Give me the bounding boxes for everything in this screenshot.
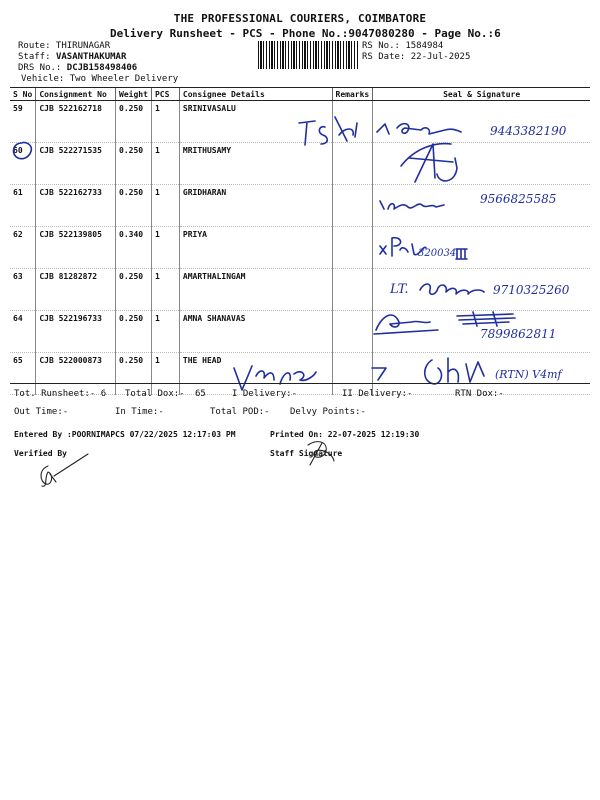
cell-weight: 0.250: [116, 269, 152, 311]
row62-code: 320034: [418, 248, 457, 259]
cell-sno: 63: [10, 269, 36, 311]
row65-rtn-note: (RTN) V4mf: [495, 368, 562, 381]
row60-circle-mark: [10, 141, 34, 161]
drs-label: DRS No.:: [18, 63, 67, 73]
cell-consignee: AMNA SHANAVAS: [179, 311, 332, 353]
drs-number: DCJB158498406: [66, 63, 138, 73]
row62-tail-mark: [455, 247, 471, 261]
verified-by-label: Verified By: [14, 449, 67, 458]
rs-date: RS Date: 22-Jul-2025: [362, 52, 471, 62]
cell-pcs: 1: [151, 185, 179, 227]
rs-number: RS No.: 1584984: [362, 41, 444, 51]
total-dox-value: 65: [195, 389, 206, 399]
cell-weight: 0.250: [116, 185, 152, 227]
cell-sno: 64: [10, 311, 36, 353]
cell-consignee: AMARTHALINGAM: [179, 269, 332, 311]
staff-label: Staff:: [18, 52, 56, 62]
ii-delivery: II Delivery:-: [342, 389, 413, 399]
cell-sno: 59: [10, 101, 36, 143]
cell-pcs: 1: [151, 143, 179, 185]
cell-consignment: CJB 522162718: [36, 101, 116, 143]
cell-pcs: 1: [151, 269, 179, 311]
vehicle-text: Vehicle: Two Wheeler Delivery: [21, 74, 179, 84]
cell-consignment: CJB 81282872: [36, 269, 116, 311]
staff-signature-label: Staff Signature: [270, 449, 343, 458]
cell-remarks: [332, 311, 373, 353]
row64-phone: 7899862811: [480, 327, 557, 341]
col-consignee: Consignee Details: [179, 88, 332, 101]
cell-pcs: 1: [151, 353, 179, 395]
cell-weight: 0.250: [116, 353, 152, 395]
cell-sno: 61: [10, 185, 36, 227]
table-row: [10, 227, 590, 269]
cell-remarks: [332, 269, 373, 311]
cell-consignee: SRINIVASALU: [179, 101, 332, 143]
col-remarks: Remarks: [332, 88, 373, 101]
row61-signature: [378, 195, 448, 217]
staff-signature-mark: [302, 437, 342, 471]
row65-signature: [420, 352, 490, 392]
row61-phone: 9566825585: [480, 192, 557, 206]
cell-remarks: [332, 185, 373, 227]
col-consignment: Consignment No: [36, 88, 116, 101]
row63-phone: 9710325260: [493, 283, 570, 297]
cell-consignee: THE HEAD: [179, 353, 332, 395]
cell-consignment: CJB 522196733: [36, 311, 116, 353]
cell-sno: 62: [10, 227, 36, 269]
staff-name: VASANTHAKUMAR: [55, 52, 127, 62]
col-weight: Weight: [116, 88, 152, 101]
cell-consignment: CJB 522271535: [36, 143, 116, 185]
footer-top-rule: [10, 383, 590, 384]
cell-pcs: 1: [151, 311, 179, 353]
cell-weight: 0.340: [116, 227, 152, 269]
barcode-image: [258, 41, 358, 69]
entered-by: Entered By :POORNIMAPCS 07/22/2025 12:17:03 PM: [14, 430, 236, 439]
total-dox-label: Total Dox:-: [125, 389, 185, 399]
row63-signature: [418, 278, 488, 300]
out-time: Out Time:-: [14, 407, 69, 417]
runsheet-subtitle: Delivery Runsheet - PCS - Phone No.:9047080280 - Page No.:6: [110, 27, 501, 40]
row63-name: LT.: [390, 282, 409, 297]
cell-consignee: PRIYA: [179, 227, 332, 269]
tot-runsheet: Tot. Runsheet:- 6: [14, 389, 107, 399]
cell-consignee: MRITHUSAMY: [179, 143, 332, 185]
row59-phone: 9443382190: [490, 124, 567, 138]
cell-remarks: [332, 227, 373, 269]
cell-weight: 0.250: [116, 143, 152, 185]
cell-consignment: CJB 522162733: [36, 185, 116, 227]
i-delivery: I Delivery:-: [232, 389, 298, 399]
total-pod: Total POD:-: [210, 407, 270, 417]
row64-strike-mark: [453, 308, 523, 328]
initials-ts-signature: [295, 113, 365, 149]
cell-consignee: GRIDHARAN: [179, 185, 332, 227]
col-pcs: PCS: [151, 88, 179, 101]
cell-weight: 0.250: [116, 101, 152, 143]
cell-sno: 65: [10, 353, 36, 395]
rtn-dox: RTN Dox:-: [455, 389, 504, 399]
company-title: THE PROFESSIONAL COURIERS, COIMBATORE: [173, 12, 427, 25]
cell-pcs: 1: [151, 101, 179, 143]
row64-signature: [372, 306, 442, 336]
staff-line: [18, 52, 126, 62]
drs-line: [18, 63, 137, 73]
row59-signature: [375, 118, 465, 140]
cell-consignment: CJB 522000873: [36, 353, 116, 395]
col-sno: S No: [10, 88, 36, 101]
row65-arrow-mark: [368, 362, 392, 384]
table-header-row: [10, 88, 590, 101]
cell-sno: 60: [10, 143, 36, 185]
delvy-points: Delvy Points:-: [290, 407, 366, 417]
verifier-signature: [34, 452, 94, 492]
printed-on: Printed On: 22-07-2025 12:19:30: [270, 430, 420, 439]
cell-consignment: CJB 522139805: [36, 227, 116, 269]
route-text: Route: THIRUNAGAR: [18, 41, 111, 51]
col-seal-signature: Seal & Signature: [373, 88, 590, 101]
in-time: In Time:-: [115, 407, 164, 417]
cell-pcs: 1: [151, 227, 179, 269]
row60-signature: [395, 138, 465, 188]
cell-weight: 0.250: [116, 311, 152, 353]
